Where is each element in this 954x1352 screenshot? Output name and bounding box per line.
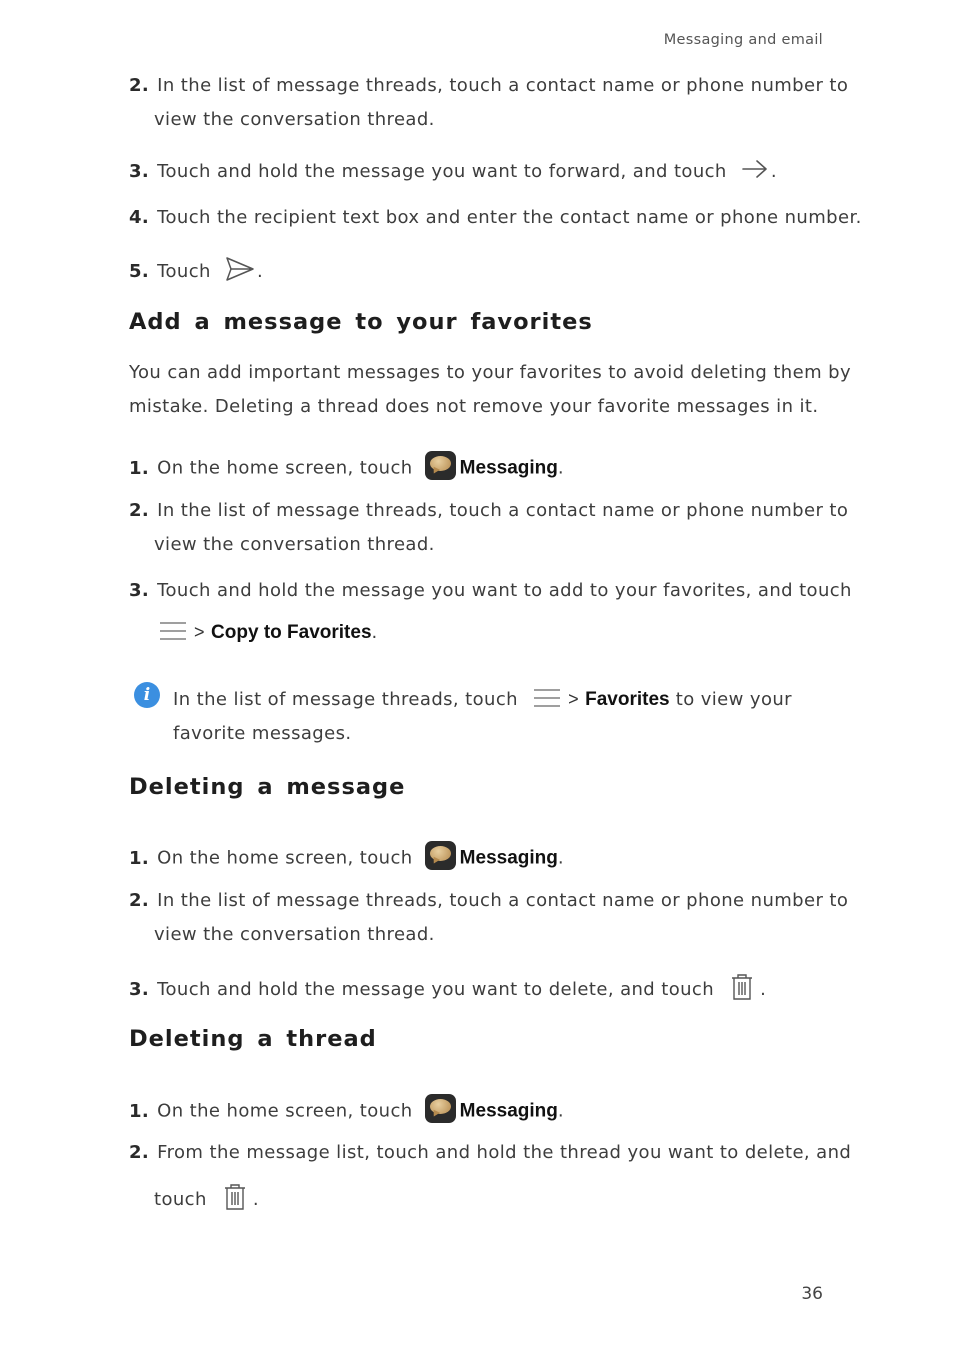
menu-icon: [532, 687, 562, 709]
step-text: On the home screen, touch: [157, 1100, 413, 1122]
step-number: 3.: [129, 580, 150, 601]
info-icon: i: [134, 682, 160, 708]
favorites-intro-line-2: mistake. Deleting a thread does not remove your favorite messages in it.: [129, 396, 819, 417]
trash-icon: [730, 973, 754, 1001]
section-heading-delete-message: Deleting a message: [129, 774, 406, 800]
favorites-step-2: [129, 500, 848, 521]
step-number: 3.: [129, 161, 150, 182]
menu-icon: [158, 620, 188, 642]
step-number: 1.: [129, 847, 150, 869]
step-number: 1.: [129, 457, 150, 479]
messaging-app-icon: [425, 1094, 456, 1123]
favorites-step-1: 1. On the home screen, touch Messaging.: [129, 454, 564, 483]
step-text: In the list of message threads, touch a contact name or phone number to: [157, 890, 849, 911]
favorites-step-2-cont: view the conversation thread.: [154, 534, 435, 555]
step-number: 2.: [129, 500, 150, 521]
running-header: Messaging and email: [663, 32, 823, 48]
send-icon: [225, 256, 255, 282]
app-name: Messaging: [459, 457, 558, 479]
step-text: Touch and hold the message you want to add to your favorites, and touch: [157, 580, 852, 601]
step-number: 5.: [129, 261, 150, 282]
step-number: 2.: [129, 1142, 150, 1163]
messaging-app-icon: [425, 451, 456, 480]
delete-message-step-3: 3. Touch and hold the message you want to delete, and touch .: [129, 976, 766, 1004]
step-text: Touch the recipient text box and enter the contact name or phone number.: [157, 207, 862, 228]
app-name: Messaging: [459, 1100, 558, 1122]
step-number: 4.: [129, 207, 150, 228]
section-heading-favorites: Add a message to your favorites: [129, 309, 593, 335]
step-number: 3.: [129, 979, 150, 1000]
step-text: From the message list, touch and hold the thread you want to delete, and: [157, 1142, 852, 1163]
favorites-step-3: [129, 580, 852, 601]
step-text: In the list of message threads, touch a contact name or phone number to: [157, 75, 849, 96]
page-number: 36: [801, 1284, 823, 1304]
step-text: Touch and hold the message you want to forward, and touch: [157, 161, 727, 182]
app-name: Messaging: [459, 847, 558, 869]
arrow-right-icon: [741, 158, 769, 180]
step-number: 2.: [129, 75, 150, 96]
copy-to-favorites-label: Copy to Favorites: [211, 622, 372, 643]
favorites-step-3-cont: > Copy to Favorites.: [158, 622, 378, 644]
forward-step-5: 5. Touch .: [129, 259, 263, 285]
forward-step-2: [129, 75, 848, 96]
forward-step-4: [129, 207, 862, 228]
delete-thread-step-1: 1. On the home screen, touch Messaging.: [129, 1097, 564, 1126]
favorites-label: Favorites: [585, 689, 670, 710]
forward-step-2-cont: view the conversation thread.: [154, 109, 435, 130]
step-text: On the home screen, touch: [157, 457, 413, 479]
step-text: Touch: [157, 261, 211, 282]
delete-message-step-1: 1. On the home screen, touch Messaging.: [129, 844, 564, 873]
trash-icon: [223, 1183, 247, 1211]
step-text: In the list of message threads, touch a contact name or phone number to: [157, 500, 849, 521]
step-text: On the home screen, touch: [157, 847, 413, 869]
favorites-note-line-2: favorite messages.: [173, 723, 352, 744]
forward-step-3: 3. Touch and hold the message you want to forward, and touch .: [129, 161, 777, 183]
step-number: 2.: [129, 890, 150, 911]
favorites-note-line-1: In the list of message threads, touch > Favorites to view your: [173, 689, 792, 710]
delete-message-step-2: [129, 890, 848, 911]
step-text: Touch and hold the message you want to delete, and touch: [157, 979, 715, 1000]
delete-thread-step-2: [129, 1142, 851, 1163]
delete-message-step-2-cont: view the conversation thread.: [154, 924, 435, 945]
delete-thread-step-2-cont: touch .: [154, 1186, 259, 1214]
step-number: 1.: [129, 1100, 150, 1122]
messaging-app-icon: [425, 841, 456, 870]
favorites-intro-line-1: You can add important messages to your favorites to avoid deleting them by: [129, 362, 852, 383]
section-heading-delete-thread: Deleting a thread: [129, 1026, 377, 1052]
